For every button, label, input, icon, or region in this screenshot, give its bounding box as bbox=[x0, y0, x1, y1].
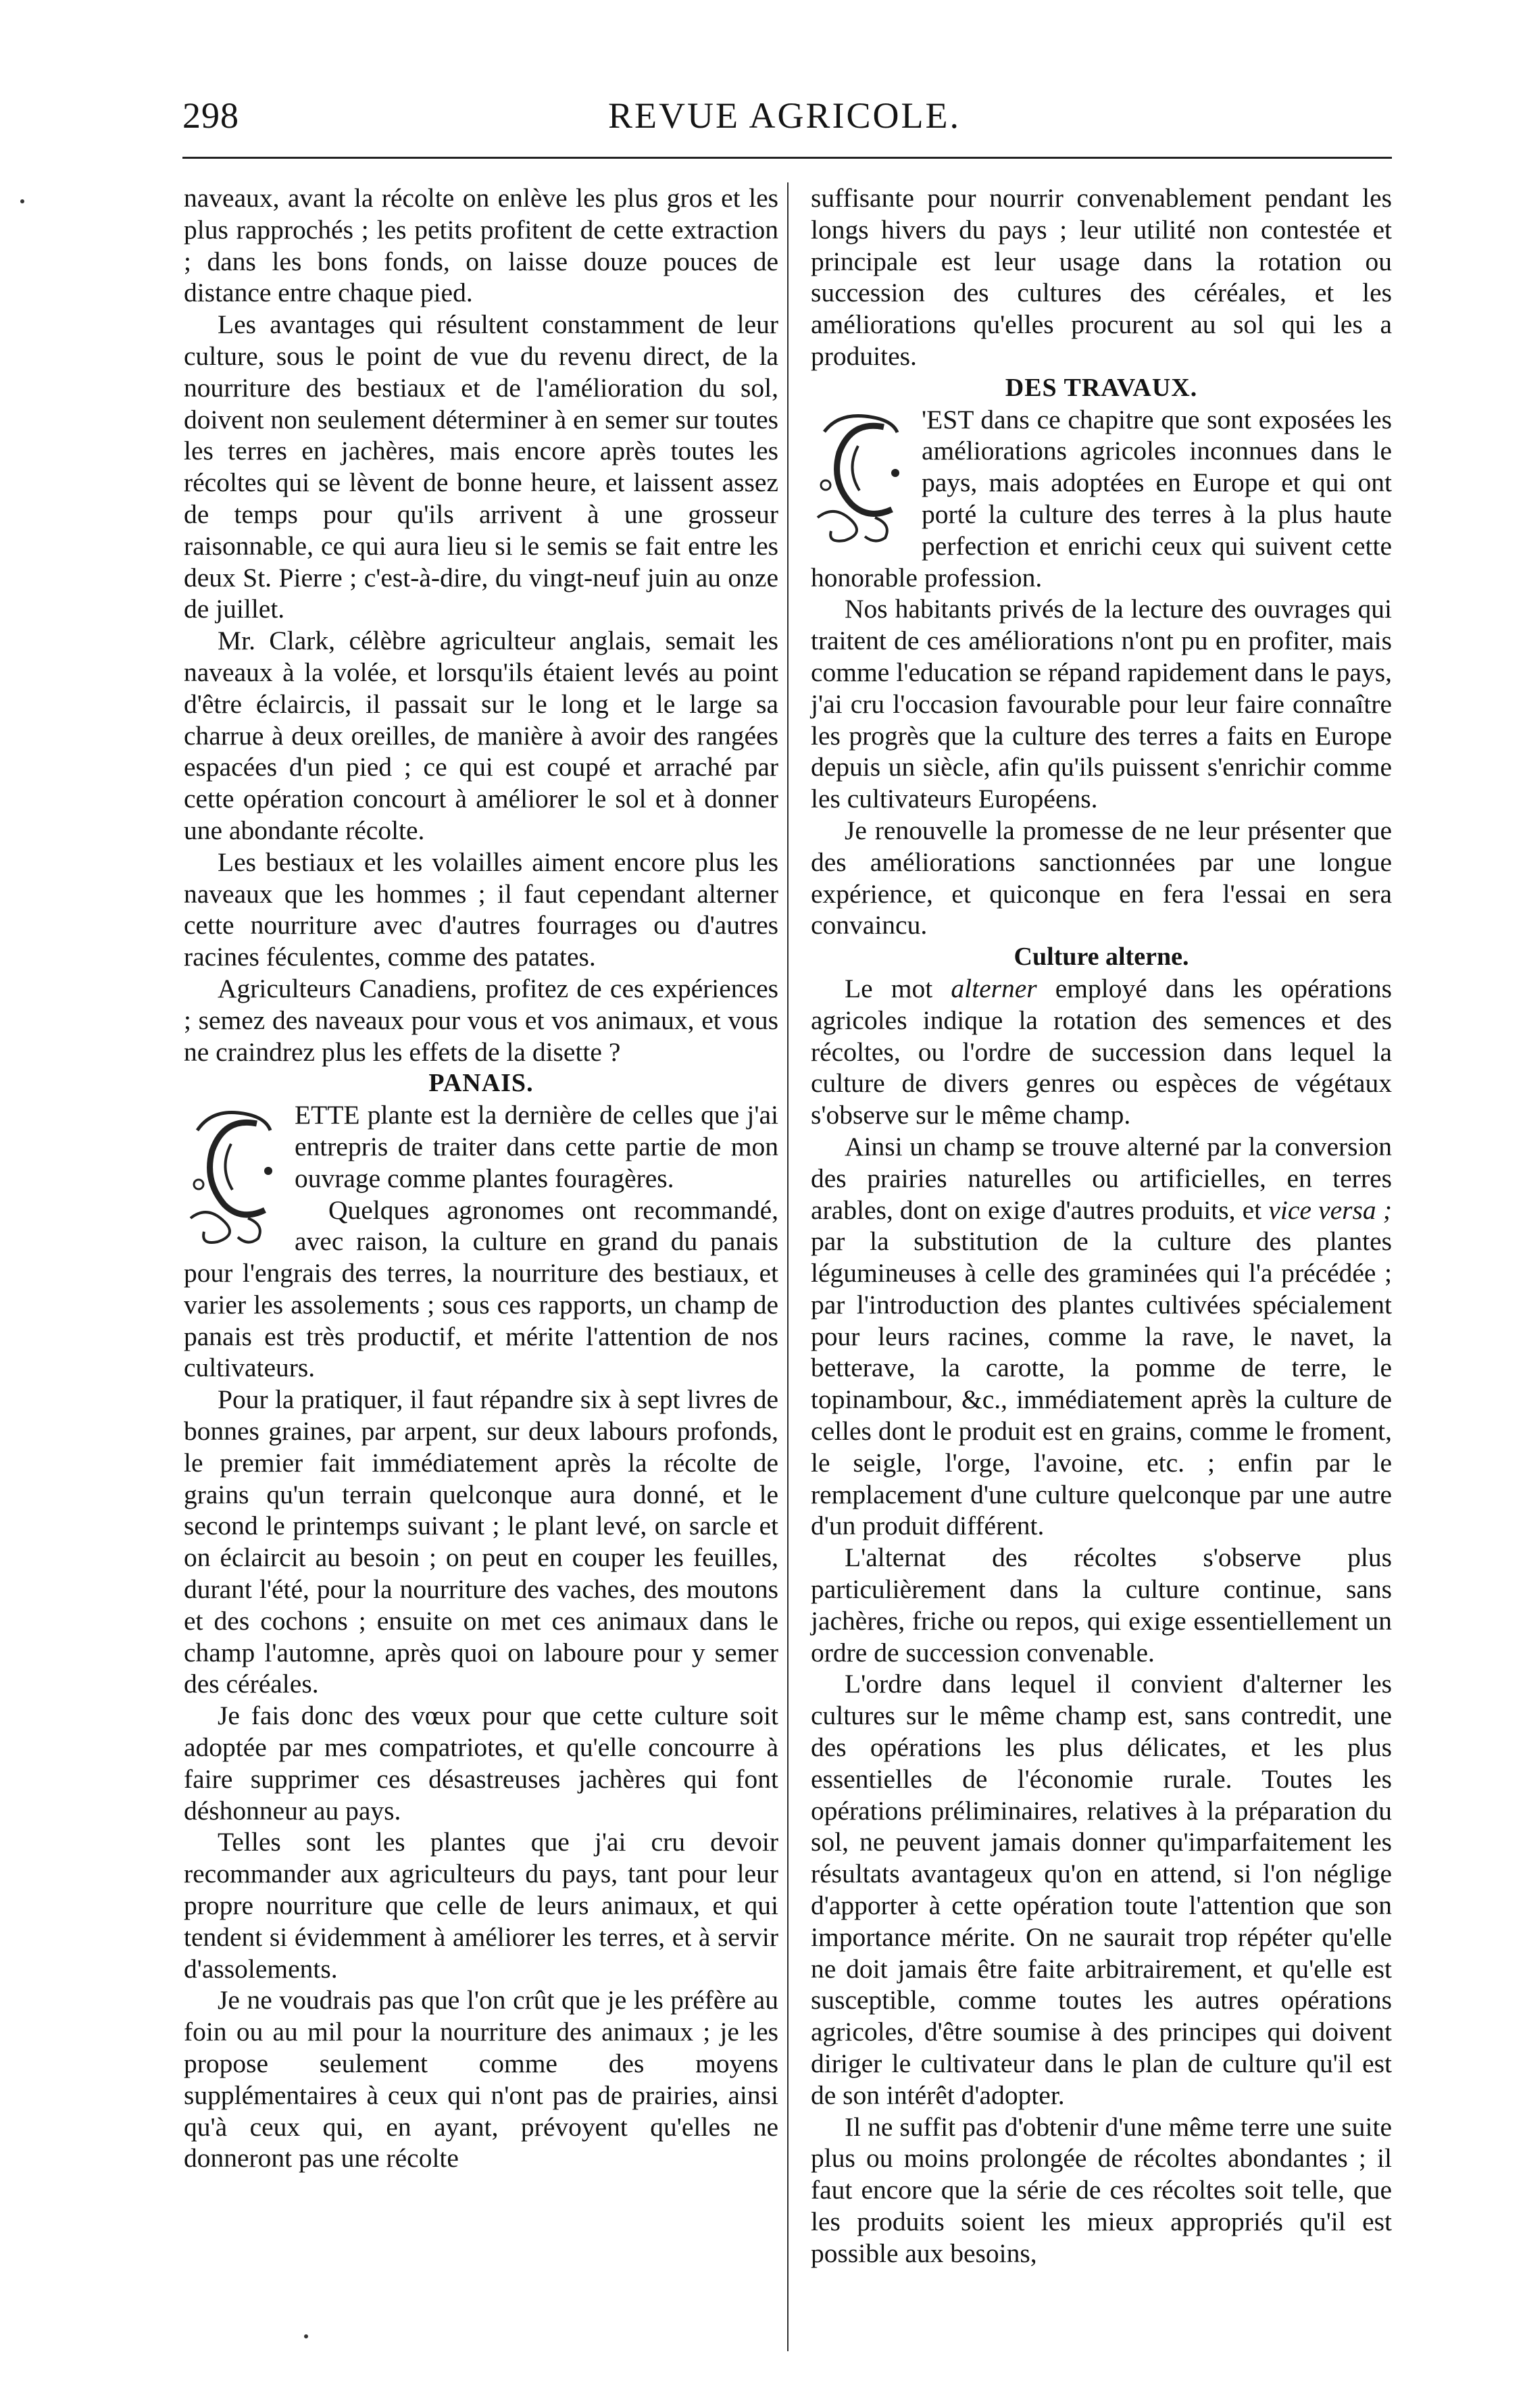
dropcap-paragraph: ETTE plante est la dernière de celles que j'ai entrepris de traiter dans cette partie de mon ouvrage comme plantes fouragères. bbox=[184, 1099, 778, 1194]
paragraph: Les bestiaux et les volailles aiment encore plus les naveaux que les hommes ; il faut cependant alterner cette nourriture avec d'autres fourrages ou d'autres racines féculentes, comme des patates. bbox=[184, 847, 778, 972]
paragraph: L'alternat des récoltes s'observe plus particulièrement dans la culture continue, sans jachères, friche ou repos, qui exige essentiellement un ordre de succession convenable. bbox=[811, 1542, 1392, 1667]
paragraph: Mr. Clark, célèbre agriculteur anglais, semait les naveaux à la volée, et lorsqu'ils étaient levés au point d'être éclaircis, il passait sur le long et le large sa charrue à deux oreilles, de manière à avoir des rangées espacées d'un pied ; ce qui est coupé et arraché par cette opération concourt à améliorer le sol et à donner une abondante récolte. bbox=[184, 626, 778, 845]
paragraph: Ainsi un champ se trouve alterné par la conversion des prairies naturelles ou artificielles, en terres arables, dont on exige d'autres produits, et vice versa ; par la substitution de la culture des plantes légumineuses à celle des graminées qui l'a précédée ; par l'introduction des plantes cultivées spécialement pour leurs racines, comme la rave, le navet, la betterave, la carotte, la pomme de terre, le topinambour, &c., immédiatement après la culture de celles dont le produit est en grains, comme le froment, le seigle, l'orge, l'avoine, etc. ; enfin par le remplacement d'une culture quelconque par une autre d'un produit différent. bbox=[811, 1131, 1392, 1541]
paragraph: Le mot alterner employé dans les opérations agricoles indique la rotation des semences et des récoltes, ou l'ordre de succession dans lequel la culture de divers genres ou espèces de végétaux s'observe sur le même champ. bbox=[811, 973, 1392, 1130]
section-heading-travaux: DES TRAVAUX. bbox=[1005, 373, 1198, 402]
page-number: 298 bbox=[182, 95, 239, 136]
ornamental-initial-c-icon bbox=[184, 1103, 285, 1249]
running-title: REVUE AGRICOLE. bbox=[608, 95, 961, 136]
paragraph: naveaux, avant la récolte on enlève les plus gros et les plus rapprochés ; les petits profitent de cette extraction ; dans les bons fonds, on laisse douze pouces de distance entre chaque pied. bbox=[184, 183, 778, 308]
paragraph: Je ne voudrais pas que l'on crût que je les préfère au foin ou au mil pour la nourriture des animaux ; je les propose seulement comme des moyens supplémentaires à ceux qui n'ont pas de prairies, ainsi qu'à ceux qui, en ayant, prévoyent qu'elles ne donneront pas une récolte bbox=[184, 1985, 778, 2174]
paragraph: Telles sont les plantes que j'ai cru devoir recommander aux agriculteurs du pays, tant pour leur propre nourriture que celle de leurs animaux, et qui tendent si évidemment à améliorer les terres, et à servir d'assolements. bbox=[184, 1827, 778, 1984]
paragraph: Quelques agronomes ont recommandé, avec raison, la culture en grand du panais pour l'engrais des terres, la nourriture des bestiaux, et varier les assolements ; sous ces rapports, un champ de panais est très productif, et mérite l'attention de nos cultivateurs. bbox=[184, 1195, 778, 1383]
paragraph: Je renouvelle la promesse de ne leur présenter que des améliorations sanctionnées par une longue expérience, et quiconque en fera l'essai en sera convaincu. bbox=[811, 815, 1392, 940]
paragraph: Pour la pratiquer, il faut répandre six à sept livres de bonnes graines, par arpent, sur deux labours profonds, le premier fait immédiatement après la récolte de grains qu'un terrain quelconque aura donné, et le second le printemps suivant ; le plant levé, on sarcle et on éclaircit au besoin ; on peut en couper les feuilles, durant l'été, pour la nourriture des vaches, des moutons et des cochons ; ensuite on met ces animaux dans le champ l'automne, après quoi on laboure pour y semer des céréales. bbox=[184, 1384, 778, 1699]
paragraph: suffisante pour nourrir convenablement pendant les longs hivers du pays ; leur utilité non contestée et principale est leur usage dans la rotation ou succession des cultures des céréales, et les améliorations qu'elles procurent au sol qui les a produites. bbox=[811, 183, 1392, 371]
section-heading-panais: PANAIS. bbox=[428, 1069, 534, 1098]
paragraph: L'ordre dans lequel il convient d'alterner les cultures sur le même champ est, sans contredit, une des opérations les plus délicates, et les plus essentielles de l'économie rurale. Toutes les opérations préliminaires, relatives à la préparation du sol, ne peuvent jamais donner qu'imparfaitement les résultats avantageux qu'on en attend, si l'on néglige d'apporter à cette opération toute l'attention que son importance mérite. On ne saurait trop répéter qu'elle ne doit jamais être faite arbitrairement, et qu'elle est susceptible, comme toutes les autres opérations agricoles, d'être soumise à des principes qui doivent diriger le cultivateur dans le plan de culture qu'il est de son intérêt d'adopter. bbox=[811, 1669, 1392, 2110]
page-header bbox=[182, 95, 1392, 149]
ornamental-initial-c-icon bbox=[811, 408, 912, 547]
paragraph: Je fais donc des vœux pour que cette culture soit adoptée par mes compatriotes, et qu'elle concourre à faire supprimer ces désastreuses jachères qui font déshonneur au pays. bbox=[184, 1701, 778, 1826]
margin-dot bbox=[304, 2334, 308, 2338]
header-rule bbox=[182, 157, 1392, 159]
left-column bbox=[184, 182, 778, 2174]
margin-dot bbox=[20, 199, 24, 203]
subheading-culture-alterne: Culture alterne. bbox=[1014, 943, 1189, 972]
paragraph: Il ne suffit pas d'obtenir d'une même terre une suite plus ou moins prolongée de récoltes abondantes ; il faut encore que la série de ces récoltes soit telle, que les produits soient les mieux appropriés qu'il est possible aux besoins, bbox=[811, 2111, 1392, 2268]
column-divider bbox=[787, 182, 789, 2351]
paragraph: Nos habitants privés de la lecture des ouvrages qui traitent de ces améliorations n'ont pu en profiter, mais comme l'education se répand rapidement dans le pays, j'ai cru l'occasion favourable pour leur faire connaître les progrès que la culture des terres a faits en Europe depuis un siècle, afin qu'ils puissent s'enrichir comme les cultivateurs Européens. bbox=[811, 594, 1392, 814]
dropcap-paragraph: 'EST dans ce chapitre que sont exposées les améliorations agricoles inconnues dans le pays, mais adoptées en Europe et qui ont porté la culture des terres à la plus haute perfection et enrichi ceux qui suivent cette honorable profession. bbox=[811, 404, 1392, 593]
paragraph: Les avantages qui résultent constamment de leur culture, sous le point de vue du revenu direct, de la nourriture des bestiaux et de l'amélioration du sol, doivent non seulement déterminer à en semer sur toutes les terres en jachères, mais encore après toutes les récoltes qui se lèvent de bonne heure, et laissent assez de temps pour qu'ils arrivent à une grosseur raisonnable, ce qui aura lieu si le semis se fait entre les deux St. Pierre ; c'est-à-dire, du vingt-neuf juin au onze de juillet. bbox=[184, 309, 778, 624]
paragraph: Agriculteurs Canadiens, profitez de ces expériences ; semez des naveaux pour vous et vos animaux, et vous ne craindrez plus les effets de la disette ? bbox=[184, 973, 778, 1067]
right-column bbox=[811, 182, 1392, 2269]
